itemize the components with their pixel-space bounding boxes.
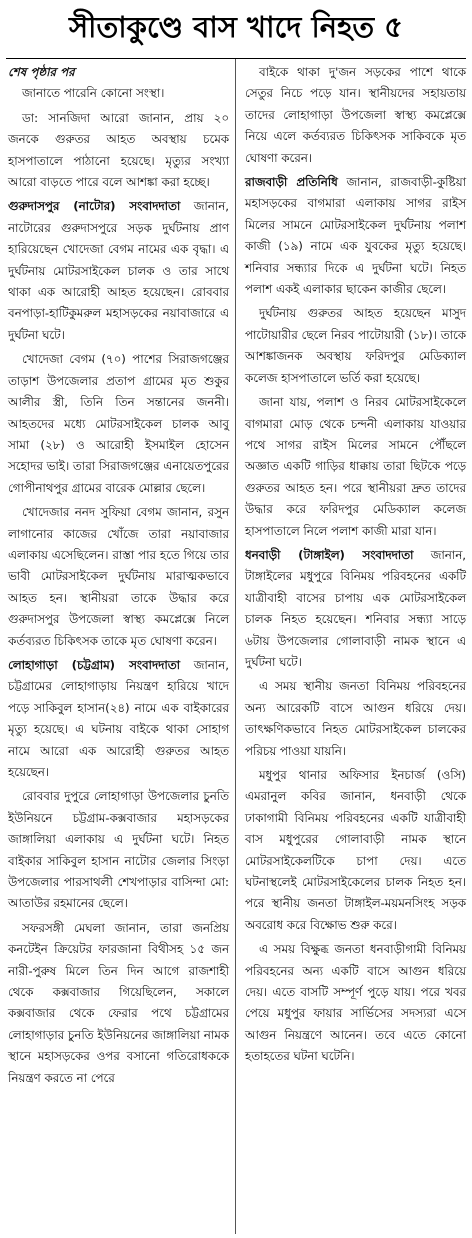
article-paragraph bbox=[245, 676, 466, 762]
paragraph-text: জানান, টাঙ্গাইলের মধুপুরে বিনিময় পরিবহনের একটি যাত্রীবাহী বাসের চাপায় এক মোটরসাইকেল চালক নিহত হয়েছেন। শনিবার সন্ধ্যা সাড়ে ৬টায় উপজেলার গোলাবাড়ী নামক স্থানে এ দুর্ঘটনা ঘটে। bbox=[245, 547, 466, 669]
correspondent-label: লোহাগাড়া (চট্টগ্রাম) সংবাদদাতা bbox=[8, 657, 181, 672]
headline: সীতাকুণ্ডে বাস খাদে নিহত ৫ bbox=[6, 0, 466, 59]
article-paragraph bbox=[8, 918, 229, 1089]
article-paragraph bbox=[245, 765, 466, 936]
paragraph-text: জানান, চট্টগ্রামের লোহাগাড়ায় নিয়ন্ত্রণ হারিয়ে খাদে পড়ে সাকিবুল হাসান(২৪) নামে এক বাইকারের মৃত্যু হয়েছে। এ ঘটনায় বাইকে থাকা সোহাগ নামে আরো এক আরোহী গুরুতর আহত হয়েছেন। bbox=[8, 657, 230, 779]
right-paragraphs bbox=[245, 62, 466, 1068]
paragraph-text: খোদেজার ননদ সুফিয়া বেগম জানান, রসুন লাগানোর কাজের খোঁজে তারা নয়াবাজার এলাকায় এসেছিলেন। রাস্তা পার হতে গিয়ে তার ভাবী মোটরসাইকেল দুর্ঘটনায় মারাত্মকভাবে আহত হন। স্থানীয়রা তাকে উদ্ধার করে গুরুদাসপুর উপজেলা স্বাস্থ্য কমপ্লেক্সে নিলে কর্তব্যরত চিকিৎসক তাকে মৃত ঘোষণা করেন। bbox=[8, 505, 229, 648]
paragraph-text: খোদেজা বেগম (৭০) পাশের সিরাজগঞ্জের তাড়াশ উপজেলার প্রতাপ গ্রামের মৃত শুকুর আলীর স্ত্রী, তিনি তিন সন্তানের জননী। আহতদের মধ্যে মোটরসাইকেল চালক আবু সামা (২৮) ও আরোহী ইসমাইল হোসেন সহোদর ভাই। তারা সিরাজগঞ্জের এনায়েতপুরের গোপীনাথপুর গ্রামের বারেক মোল্লার ছেলে। bbox=[8, 352, 229, 495]
article-paragraph bbox=[8, 502, 229, 652]
article-paragraph bbox=[245, 392, 466, 542]
article-paragraph bbox=[245, 545, 466, 673]
right-column bbox=[236, 59, 472, 1234]
article-paragraph bbox=[245, 62, 466, 169]
continued-label: শেষ পৃষ্ঠার পর bbox=[8, 65, 75, 79]
article-paragraph bbox=[8, 786, 229, 914]
article-paragraph bbox=[8, 349, 229, 499]
article-paragraph bbox=[8, 655, 229, 783]
paragraph-text: রোববার দুপুরে লোহাগাড়া উপজেলার চুনতি ইউনিয়নে চট্টগ্রাম-কক্সবাজার মহাসড়কের জাঙ্গালিয়া এলাকায় এ দুর্ঘটনা ঘটে। নিহত বাইকার সাকিবুল হাসান নাটোর জেলার সিংড়া উপজেলার পারসাথলী শেখপাড়ার বাসিন্দা মো: আতাউর রহমানের ছেলে। bbox=[8, 789, 229, 911]
paragraph-text: সফরসঙ্গী মেঘলা জানান, তারা জনপ্রিয় কনটেইন ক্রিয়েটর ফারজানা বিথীসহ ১৫ জন নারী-পুরুষ মিলে তিন দিন আগে রাজশাহী থেকে কক্সবাজার গিয়েছিলেন, সকালে কক্সবাজার থেকে ফেরার পথে চট্টগ্রামের লোহাগাড়ার চুনতি ইউনিয়নের জাঙ্গালিয়া নামক স্থানে মহাসড়কের ওপর বসানো গতিরোধককে নিয়ন্ত্রণ করতে না পেরে bbox=[8, 920, 229, 1085]
paragraph-text: জানান, নাটোরের গুরুদাসপুরে সড়ক দুর্ঘটনায় প্রাণ হারিয়েছেন খোদেজা বেগম নামের এক বৃদ্ধা। এ দুর্ঘটনায় মোটরসাইকেল চালক ও তার সাথে থাকা এক আরোহী আহত হয়েছেন। রোববার বনপাড়া-হাটিকুমরুল মহাসড়কের নয়াবাজারে এ দুর্ঘটনা ঘটে। bbox=[8, 199, 229, 342]
paragraph-text: জানাতে পারেনি কোনো সংস্থা। bbox=[22, 86, 165, 101]
article-paragraph bbox=[245, 939, 466, 1067]
paragraph-text: জানান, রাজবাড়ী-কুষ্টিয়া মহাসড়কের বাগমারা এলাকায় সাগর রাইস মিলের সামনে মোটরসাইকেল দুর্ঘটনায় পলাশ কাজী (১৯) নামে এক যুবকের মৃত্যু হয়েছে। শনিবার সন্ধ্যার দিকে এ দুর্ঘটনা ঘটে। নিহত পলাশ একই এলাকার ছাকেন কাজীর ছেলে। bbox=[245, 175, 466, 297]
correspondent-label: ধনবাড়ী (টাঙ্গাইল) সংবাদদাতা bbox=[245, 547, 414, 562]
paragraph-text: ডা: সানজিদা আরো জানান, প্রায় ২০ জনকে গুরুতর আহত অবস্থায় চমেক হাসপাতালে পাঠানো হয়েছে। মৃত্যুর সংখ্যা আরো বাড়তে পারে বলে আশঙ্কা করা হচ্ছে। bbox=[8, 110, 229, 190]
paragraph-text: বাইকে থাকা দু'জন সড়কের পাশে থাকে সেতুর নিচে পড়ে যান। স্থানীয়দের সহায়তায় তাদের লোহাগাড়া উপজেলা স্বাস্থ্য কমপ্লেক্সে নিয়ে এলে কর্তব্যরত চিকিৎসক সাকিবকে মৃত ঘোষণা করেন। bbox=[245, 65, 466, 165]
left-paragraphs bbox=[8, 83, 229, 1089]
paragraph-text: এ সময় বিক্ষুব্ধ জনতা ধনবাড়ীগামী বিনিময় পরিবহনের অন্য একটি বাসে আগুন ধরিয়ে দেয়। এতে বাসটি সম্পূর্ণ পুড়ে যায়। পরে খবর পেয়ে মধুপুর ফায়ার সার্ভিসের সদস্যরা এসে আগুন নিয়ন্ত্রণে আনেন। তবে এতে কোনো হতাহতের ঘটনা ঘটেনি। bbox=[245, 942, 466, 1064]
article-paragraph bbox=[8, 196, 229, 346]
paragraph-text: জানা যায়, পলাশ ও নিরব মোটরসাইকেলে বাগমারা মোড় থেকে চন্দনী এলাকায় যাওয়ার পথে সাগর রাইস মিলের সামনে পৌঁছলে অজ্ঞাত একটি গাড়ির ধাক্কায় তারা ছিটকে পড়ে গুরুতর আহত হন। পরে স্থানীয়রা দ্রুত তাদের উদ্ধার করে ফরিদপুর মেডিক্যাল কলেজ হাসপাতালে নিলে পলাশ কাজী মারা যান। bbox=[245, 395, 466, 538]
paragraph-text: দুর্ঘটনায় গুরুতর আহত হয়েছেন মাসুদ পাটোয়ারীর ছেলে নিরব পাটোয়ারী (১৮)। তাকে আশঙ্কাজনক অবস্থায় ফরিদপুর মেডিক্যাল কলেজ হাসপাতালে ভর্তি করা হয়েছে। bbox=[245, 306, 466, 385]
article-paragraph bbox=[8, 108, 229, 194]
article-paragraph bbox=[245, 303, 466, 389]
left-column bbox=[0, 59, 236, 1234]
article-paragraph bbox=[245, 172, 466, 300]
paragraph-text: এ সময় স্থানীয় জনতা বিনিময় পরিবহনের অন্য আরেকটি বাসে আগুন ধরিয়ে দেয়। তাৎক্ষণিকভাবে নিহত মোটরসাইকেল চালকের পরিচয় পাওয়া যায়নি। bbox=[245, 679, 466, 758]
correspondent-label: গুরুদাসপুর (নাটোর) সংবাদদাতা bbox=[8, 199, 181, 214]
paragraph-text: মধুপুর থানার অফিসার ইনচার্জ (ওসি) এমরানুল কবির জানান, ধনবাড়ী থেকে ঢাকাগামী বিনিময় পরিবহনের একটি যাত্রীবাহী বাস মধুপুরের গোলাবাড়ী নামক স্থানে মোটরসাইকেলটিকে চাপা দেয়। এতে ঘটনাস্থলেই মোটরসাইকেলের চালক নিহত হন। পরে স্থানীয় জনতা টাঙ্গাইল-ময়মনসিংহ সড়ক অবরোধ করে বিক্ষোভ শুরু করে। bbox=[245, 768, 466, 932]
article-paragraph bbox=[8, 83, 229, 104]
article-columns bbox=[0, 59, 472, 1234]
correspondent-label: রাজবাড়ী প্রতিনিধি bbox=[245, 175, 338, 190]
